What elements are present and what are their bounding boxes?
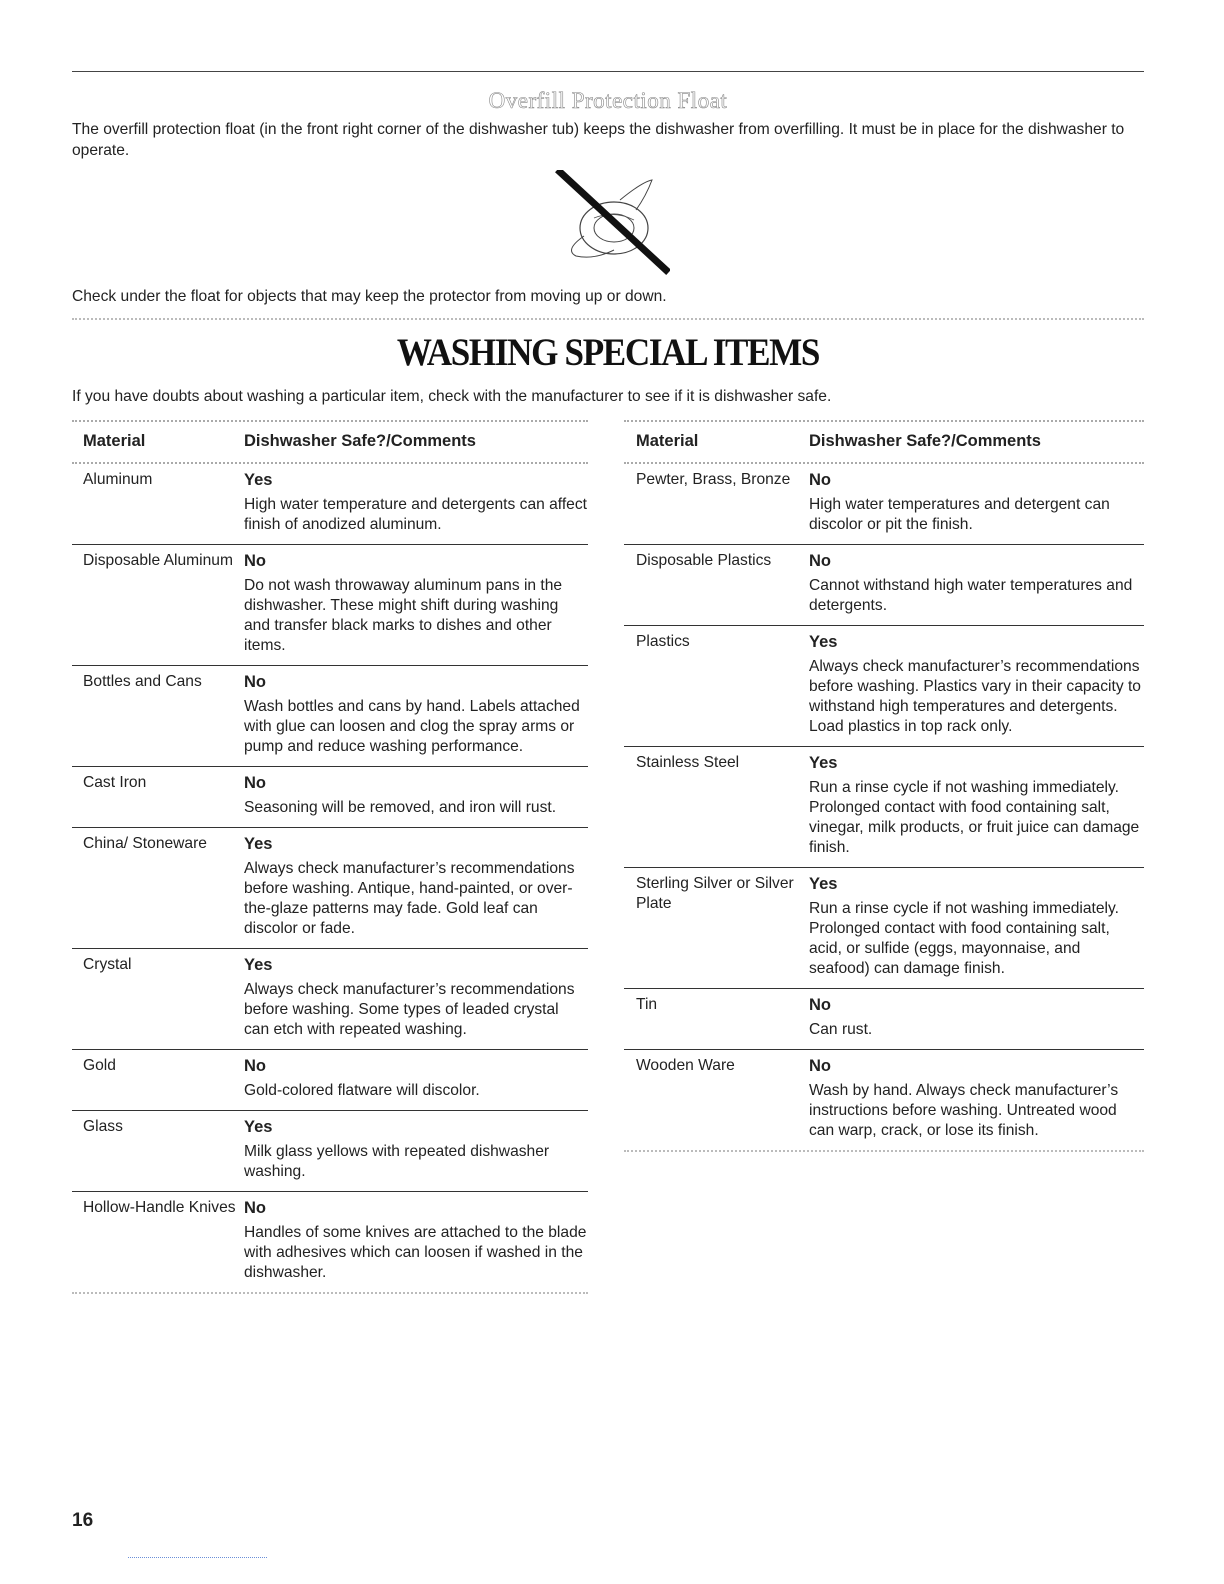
material-cell: Hollow-Handle Knives	[83, 1199, 236, 1216]
overfill-float-heading: Overfill Protection Float	[488, 88, 728, 113]
verdict-cell: No	[244, 1057, 266, 1075]
table-row	[624, 868, 1144, 989]
comment-cell: Always check manufacturer’s recommendations before washing. Antique, hand-painted, or over-the-glaze patterns may fade. Gold leaf can discolor or fade.	[244, 860, 575, 937]
overfill-float-paragraph: The overfill protection float (in the front right corner of the dishwasher tub) keeps the dishwasher from overfilling. It must be in place for the dishwasher to operate.	[72, 121, 1125, 159]
verdict-cell: Yes	[244, 1118, 273, 1136]
verdict-cell: No	[244, 1199, 266, 1217]
overfill-float-illustration	[554, 170, 670, 278]
table-header	[624, 420, 1144, 464]
comment-cell: Run a rinse cycle if not washing immediately. Prolonged contact with food containing salt, acid, or sulfide (eggs, mayonnaise, and seafood) can damage finish.	[809, 900, 1119, 977]
table-row	[624, 626, 1144, 747]
table-row	[72, 666, 588, 767]
table-row	[72, 949, 588, 1050]
comments-column-header: Dishwasher Safe?/Comments	[244, 432, 476, 450]
comment-cell: Handles of some knives are attached to the blade with adhesives which can loosen if washed in the dishwasher.	[244, 1224, 587, 1281]
comment-cell: Can rust.	[809, 1021, 873, 1038]
page-title: WASHING SPECIAL ITEMS	[396, 331, 820, 374]
material-cell: Disposable Aluminum	[83, 552, 233, 569]
table-row	[72, 1050, 588, 1111]
materials-table-right	[624, 420, 1144, 1152]
verdict-cell: Yes	[809, 754, 838, 772]
verdict-cell: Yes	[809, 633, 838, 651]
verdict-cell: No	[809, 471, 831, 489]
material-cell: China/ Stoneware	[83, 835, 207, 852]
comment-cell: Always check manufacturer’s recommendations before washing. Plastics vary in their capacity to withstand high temperatures and detergents. Load plastics in top rack only.	[809, 658, 1141, 735]
top-rule	[72, 71, 1144, 72]
comment-cell: High water temperatures and detergent can discolor or pit the finish.	[809, 496, 1110, 533]
material-column-header: Material	[636, 432, 699, 450]
verdict-cell: No	[244, 673, 266, 691]
verdict-cell: Yes	[244, 471, 273, 489]
verdict-cell: No	[244, 552, 266, 570]
table-row	[72, 828, 588, 949]
materials-table-left	[72, 420, 588, 1294]
verdict-cell: Yes	[809, 875, 838, 893]
overfill-float-check-text: Check under the float for objects that may keep the protector from moving up or down.	[72, 288, 667, 305]
material-cell: Gold	[83, 1057, 116, 1074]
material-cell: Tin	[636, 996, 658, 1013]
verdict-cell: No	[244, 774, 266, 792]
table-row	[624, 989, 1144, 1050]
material-cell: Plastics	[636, 633, 690, 650]
material-cell: Wooden Ware	[636, 1057, 735, 1074]
manual-page	[72, 0, 1144, 1584]
material-cell: Aluminum	[83, 471, 153, 488]
material-cell: Glass	[83, 1118, 123, 1135]
table-row	[72, 1111, 588, 1192]
material-cell: Cast Iron	[83, 774, 147, 791]
verdict-cell: No	[809, 1057, 831, 1075]
material-cell: Stainless Steel	[636, 754, 740, 771]
comment-cell: Seasoning will be removed, and iron will rust.	[244, 799, 557, 816]
comment-cell: Run a rinse cycle if not washing immediately. Prolonged contact with food containing salt, vinegar, milk products, or fruit juice can damage finish.	[809, 779, 1140, 856]
material-cell: Disposable Plastics	[636, 552, 772, 569]
verdict-cell: No	[809, 996, 831, 1014]
page-number: 16	[72, 1510, 94, 1531]
comments-column-header: Dishwasher Safe?/Comments	[809, 432, 1041, 450]
comment-cell: Do not wash throwaway aluminum pans in the dishwasher. These might shift during washing and transfer black marks to dishes and other items.	[244, 577, 563, 654]
verdict-cell: Yes	[244, 956, 273, 974]
footer-rule	[128, 1557, 267, 1558]
table-row	[72, 1192, 588, 1294]
material-cell: Pewter, Brass, Bronze	[636, 471, 791, 488]
table-row	[624, 1050, 1144, 1152]
material-column-header: Material	[83, 432, 146, 450]
intro-text: If you have doubts about washing a particular item, check with the manufacturer to see if it is dishwasher safe.	[72, 388, 832, 405]
table-row	[72, 545, 588, 666]
comment-cell: High water temperature and detergents can affect finish of anodized aluminum.	[244, 496, 587, 533]
section-divider	[72, 318, 1144, 320]
comment-cell: Milk glass yellows with repeated dishwasher washing.	[244, 1143, 550, 1180]
comment-cell: Always check manufacturer’s recommendations before washing. Some types of leaded crystal can etch with repeated washing.	[244, 981, 575, 1038]
table-row	[72, 464, 588, 545]
table-row	[624, 464, 1144, 545]
comment-cell: Gold-colored flatware will discolor.	[244, 1082, 480, 1099]
material-cell: Sterling Silver or Silver Plate	[636, 875, 794, 912]
comment-cell: Cannot withstand high water temperatures and detergents.	[809, 577, 1133, 614]
table-row	[72, 767, 588, 828]
table-header	[72, 420, 588, 464]
verdict-cell: No	[809, 552, 831, 570]
table-row	[624, 545, 1144, 626]
material-cell: Bottles and Cans	[83, 673, 202, 690]
comment-cell: Wash by hand. Always check manufacturer’s instructions before washing. Untreated wood can warp, crack, or lose its finish.	[809, 1082, 1119, 1139]
material-cell: Crystal	[83, 956, 132, 973]
table-row	[624, 747, 1144, 868]
comment-cell: Wash bottles and cans by hand. Labels attached with glue can loosen and clog the spray arms or pump and reduce washing performance.	[244, 698, 580, 755]
verdict-cell: Yes	[244, 835, 273, 853]
